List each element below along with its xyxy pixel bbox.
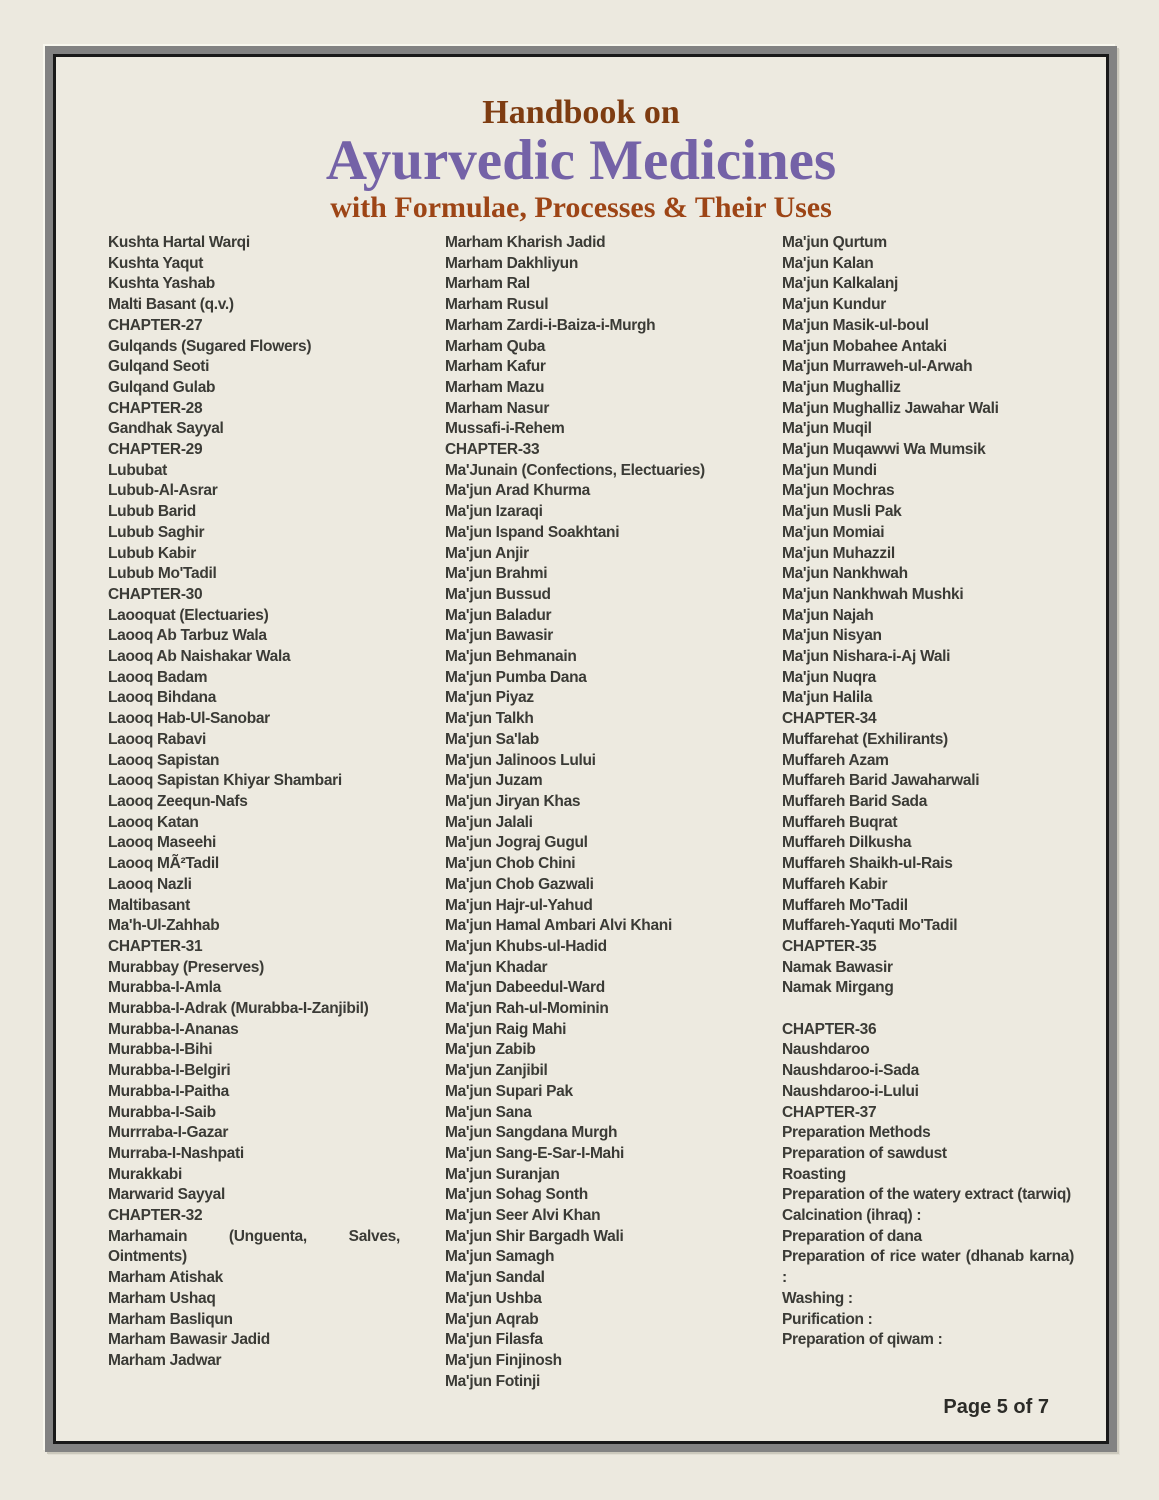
toc-item: Murrraba-I-Gazar (108, 1124, 229, 1142)
chapter-heading: CHAPTER-33 (445, 441, 540, 459)
toc-item: Laooq Katan (108, 813, 199, 831)
toc-item: Ma'jun Najah (782, 606, 874, 624)
toc-item: Ma'h-Ul-Zahhab (108, 917, 220, 935)
toc-item: Lubub Mo'Tadil (108, 565, 217, 583)
toc-item: Ma'jun Pumba Dana (445, 668, 587, 686)
book-pretitle: Handbook on (482, 94, 680, 131)
toc-item: Ma'jun Nisyan (782, 627, 882, 645)
toc-item: Marham Bawasir Jadid (108, 1331, 270, 1349)
toc-item: Namak Mirgang (782, 979, 894, 997)
toc-item: Ma'jun Sang-E-Sar-I-Mahi (445, 1144, 625, 1162)
page-frame (45, 46, 1117, 1452)
chapter-heading: CHAPTER-35 (782, 937, 877, 955)
toc-item: Ma'jun Rah-ul-Mominin (445, 1000, 609, 1018)
toc-item: Ma'jun Muqawwi Wa Mumsik (782, 441, 986, 459)
book-page (53, 54, 1109, 1444)
toc-item: Malti Basant (q.v.) (108, 296, 234, 314)
toc-item: Kushta Hartal Warqi (108, 234, 250, 251)
toc-item: Lubub Saghir (108, 523, 205, 541)
chapter-heading: CHAPTER-32 (108, 1207, 203, 1225)
toc-item: Laooq Bihdana (108, 689, 217, 707)
toc-item: Washing : (782, 1289, 853, 1307)
toc-item: Ma'jun Muhazzil (782, 544, 895, 562)
toc-item: Lubub Kabir (108, 544, 196, 562)
toc-item: Gulqand Seoti (108, 358, 210, 376)
toc-item: Ma'jun Suranjan (445, 1165, 560, 1183)
toc-item: Muffareh Buqrat (782, 813, 898, 831)
chapter-heading: CHAPTER-27 (108, 316, 203, 334)
toc-item: Muffareh Dilkusha (782, 834, 912, 852)
toc-item: Marham Ral (445, 275, 530, 293)
toc-columns (108, 233, 1106, 1392)
toc-item: Ma'jun Ispand Soakhtani (445, 523, 620, 541)
toc-item: Laooq Zeequn-Nafs (108, 792, 248, 810)
toc-item: Ma'jun Jalali (445, 813, 533, 831)
toc-item: Muffareh Mo'Tadil (782, 896, 908, 914)
toc-item: Marham Zardi-i-Baiza-i-Murgh (445, 316, 656, 334)
toc-item: Muffareh Shaikh-ul-Rais (782, 855, 953, 873)
toc-item: Preparation of sawdust (782, 1144, 947, 1162)
toc-item: Ma'jun Raig Mahi (445, 1020, 567, 1038)
toc-item: Muffareh Kabir (782, 875, 888, 893)
toc-item: Naushdaroo-i-Lului (782, 1082, 919, 1100)
toc-item: Calcination (ihraq) : (782, 1207, 922, 1225)
toc-item: Ma'jun Chob Chini (445, 855, 576, 873)
toc-item: Laooq Maseehi (108, 834, 217, 852)
toc-item: Ma'jun Nishara-i-Aj Wali (782, 648, 951, 666)
toc-item: Muffareh Barid Jawaharwali (782, 772, 980, 790)
toc-item: Laooq Sapistan Khiyar Shambari (108, 772, 342, 790)
chapter-heading: CHAPTER-30 (108, 585, 203, 603)
toc-item: Ma'jun Nankhwah (782, 565, 908, 583)
toc-item: Laooq Ab Naishakar Wala (108, 648, 291, 666)
toc-item: Preparation of rice water (dhanab karna) : (782, 1248, 1074, 1287)
toc-item: Mussafi-i-Rehem (445, 420, 565, 438)
toc-item: Ma'jun Qurtum (782, 234, 887, 251)
toc-item: Preparation Methods (782, 1124, 931, 1142)
toc-item: Murakkabi (108, 1165, 182, 1183)
toc-item: Ma'jun Ushba (445, 1289, 542, 1307)
toc-item: Ma'jun Fotinji (445, 1372, 541, 1390)
toc-item: Muffareh-Yaquti Mo'Tadil (782, 917, 958, 935)
toc-item: Ma'jun Sa'lab (445, 730, 539, 748)
toc-item: Ma'Junain (Confections, Electuaries) (445, 461, 705, 479)
toc-item: Gandhak Sayyal (108, 420, 224, 438)
toc-item: Murabba-I-Amla (108, 979, 221, 997)
toc-item: Marham Basliqun (108, 1310, 233, 1328)
toc-item: Ma'jun Zabib (445, 1041, 536, 1059)
toc-item: Gulqand Gulab (108, 378, 216, 396)
toc-item: Lububat (108, 461, 168, 479)
toc-item: Muffareh Azam (782, 751, 889, 769)
toc-item: Purification : (782, 1310, 873, 1328)
toc-item: Ma'jun Mobahee Antaki (782, 337, 947, 355)
toc-item: Preparation of qiwam : (782, 1331, 943, 1349)
toc-item: Ma'jun Kalan (782, 254, 874, 272)
toc-item: Murabbay (Preserves) (108, 958, 264, 976)
toc-item: Laooq MÃ²Tadil (108, 855, 219, 873)
toc-item: Murabba-I-Paitha (108, 1082, 229, 1100)
chapter-heading: CHAPTER-34 (782, 710, 877, 728)
toc-item: Ma'jun Sohag Sonth (445, 1186, 588, 1204)
chapter-heading: CHAPTER-36 (782, 1020, 877, 1038)
book-subtitle: with Formulae, Processes & Their Uses (330, 191, 832, 224)
toc-item: Ma'jun Nuqra (782, 668, 876, 686)
toc-item: Ma'jun Bussud (445, 585, 551, 603)
toc-item: Marham Nasur (445, 399, 550, 417)
toc-column-3 (782, 233, 1074, 1392)
toc-column-1 (108, 233, 400, 1392)
toc-item: Ma'jun Finjinosh (445, 1351, 562, 1369)
toc-item: Ma'jun Baladur (445, 606, 552, 624)
toc-item: Marham Kharish Jadid (445, 234, 606, 251)
toc-item: Ma'jun Bawasir (445, 627, 554, 645)
chapter-heading: CHAPTER-37 (782, 1103, 877, 1121)
toc-item: Gulqands (Sugared Flowers) (108, 337, 312, 355)
toc-item: Ma'jun Anjir (445, 544, 529, 562)
toc-item: Ma'jun Jalinoos Lului (445, 751, 596, 769)
toc-item: Ma'jun Samagh (445, 1248, 555, 1266)
toc-item: Murabba-I-Belgiri (108, 1062, 231, 1080)
toc-item: Ma'jun Jiryan Khas (445, 792, 581, 810)
toc-item: Marham Rusul (445, 296, 549, 314)
toc-item: Ma'jun Khadar (445, 958, 548, 976)
toc-item: Marham Atishak (108, 1269, 223, 1287)
toc-blank-line (782, 999, 1074, 1020)
toc-item: Marham Ushaq (108, 1289, 216, 1307)
toc-item: Ma'jun Shir Bargadh Wali (445, 1227, 624, 1245)
toc-item: Murabba-I-Adrak (Murabba-I-Zanjibil) (108, 1000, 369, 1018)
toc-item: Ma'jun Dabeedul-Ward (445, 979, 605, 997)
toc-item: Ma'jun Mughalliz (782, 378, 901, 396)
toc-column-2 (445, 233, 737, 1392)
toc-item: Preparation of the watery extract (tarwiq) (782, 1186, 1071, 1204)
toc-item: Laooq Ab Tarbuz Wala (108, 627, 267, 645)
toc-item: Marham Quba (445, 337, 546, 355)
toc-item: Roasting (782, 1165, 846, 1183)
toc-item: Ma'jun Hajr-ul-Yahud (445, 896, 593, 914)
toc-item: Ma'jun Sangdana Murgh (445, 1124, 618, 1142)
toc-item: Ma'jun Halila (782, 689, 873, 707)
toc-item: Ma'jun Juzam (445, 772, 543, 790)
toc-item: Namak Bawasir (782, 958, 893, 976)
toc-item: Murraba-I-Nashpati (108, 1144, 244, 1162)
toc-item: Ma'jun Seer Alvi Khan (445, 1207, 601, 1225)
chapter-heading: CHAPTER-31 (108, 937, 203, 955)
toc-item: Laooq Sapistan (108, 751, 220, 769)
toc-item: Ma'jun Kundur (782, 296, 886, 314)
toc-item: Kushta Yaqut (108, 254, 204, 272)
toc-item: Ma'jun Murraweh-ul-Arwah (782, 358, 973, 376)
toc-item: Ma'jun Supari Pak (445, 1082, 573, 1100)
toc-item: Maltibasant (108, 896, 190, 914)
toc-item: Ma'jun Sandal (445, 1269, 545, 1287)
toc-item: Ma'jun Chob Gazwali (445, 875, 594, 893)
toc-item: Muffareh Barid Sada (782, 792, 928, 810)
chapter-heading: CHAPTER-29 (108, 441, 203, 459)
toc-item: Laooq Rabavi (108, 730, 207, 748)
toc-item: Marhamain (Unguenta, Salves, Ointments) (108, 1227, 400, 1266)
toc-item: Marham Dakhliyun (445, 254, 579, 272)
toc-item: Ma'jun Momiai (782, 523, 885, 541)
chapter-heading: CHAPTER-28 (108, 399, 203, 417)
toc-item: Laooq Hab-Ul-Sanobar (108, 710, 270, 728)
toc-item: Ma'jun Aqrab (445, 1310, 539, 1328)
toc-item: Ma'jun Talkh (445, 710, 534, 728)
toc-item: Laooq Nazli (108, 875, 192, 893)
toc-item: Ma'jun Musli Pak (782, 503, 902, 521)
toc-item: Ma'jun Mughalliz Jawahar Wali (782, 399, 999, 417)
toc-item: Ma'jun Hamal Ambari Alvi Khani (445, 917, 672, 935)
toc-item: Ma'jun Muqil (782, 420, 872, 438)
toc-item: Ma'jun Masik-ul-boul (782, 316, 929, 334)
toc-item: Laooq Badam (108, 668, 208, 686)
toc-item: Ma'jun Arad Khurma (445, 482, 590, 500)
toc-item: Ma'jun Mochras (782, 482, 895, 500)
toc-item: Kushta Yashab (108, 275, 215, 293)
toc-item: Ma'jun Behmanain (445, 648, 577, 666)
toc-item: Ma'jun Sana (445, 1103, 532, 1121)
toc-item: Murabba-I-Ananas (108, 1020, 239, 1038)
toc-item: Marham Jadwar (108, 1351, 222, 1369)
page-number: Page 5 of 7 (943, 1396, 1049, 1418)
toc-item: Ma'jun Izaraqi (445, 503, 543, 521)
toc-item: Ma'jun Zanjibil (445, 1062, 548, 1080)
toc-item: Lubub Barid (108, 503, 196, 521)
toc-item: Murabba-I-Saib (108, 1103, 216, 1121)
toc-item: Ma'jun Filasfa (445, 1331, 543, 1349)
toc-item: Muffarehat (Exhilirants) (782, 730, 948, 748)
toc-item: Ma'jun Brahmi (445, 565, 548, 583)
toc-item: Murabba-I-Bihi (108, 1041, 213, 1059)
toc-item: Ma'jun Nankhwah Mushki (782, 585, 964, 603)
toc-item: Ma'jun Mundi (782, 461, 877, 479)
toc-item: Naushdaroo (782, 1041, 870, 1059)
toc-item: Laooquat (Electuaries) (108, 606, 269, 624)
book-title: Ayurvedic Medicines (325, 129, 837, 192)
toc-item: Lubub-Al-Asrar (108, 482, 218, 500)
toc-item: Ma'jun Piyaz (445, 689, 534, 707)
toc-item: Marham Mazu (445, 378, 545, 396)
toc-item: Ma'jun Jograj Gugul (445, 834, 588, 852)
toc-item: Ma'jun Kalkalanj (782, 275, 899, 293)
toc-item: Preparation of dana (782, 1227, 922, 1245)
toc-item: Marwarid Sayyal (108, 1186, 225, 1204)
toc-item: Ma'jun Khubs-ul-Hadid (445, 937, 607, 955)
toc-item: Naushdaroo-i-Sada (782, 1062, 920, 1080)
toc-item: Marham Kafur (445, 358, 546, 376)
